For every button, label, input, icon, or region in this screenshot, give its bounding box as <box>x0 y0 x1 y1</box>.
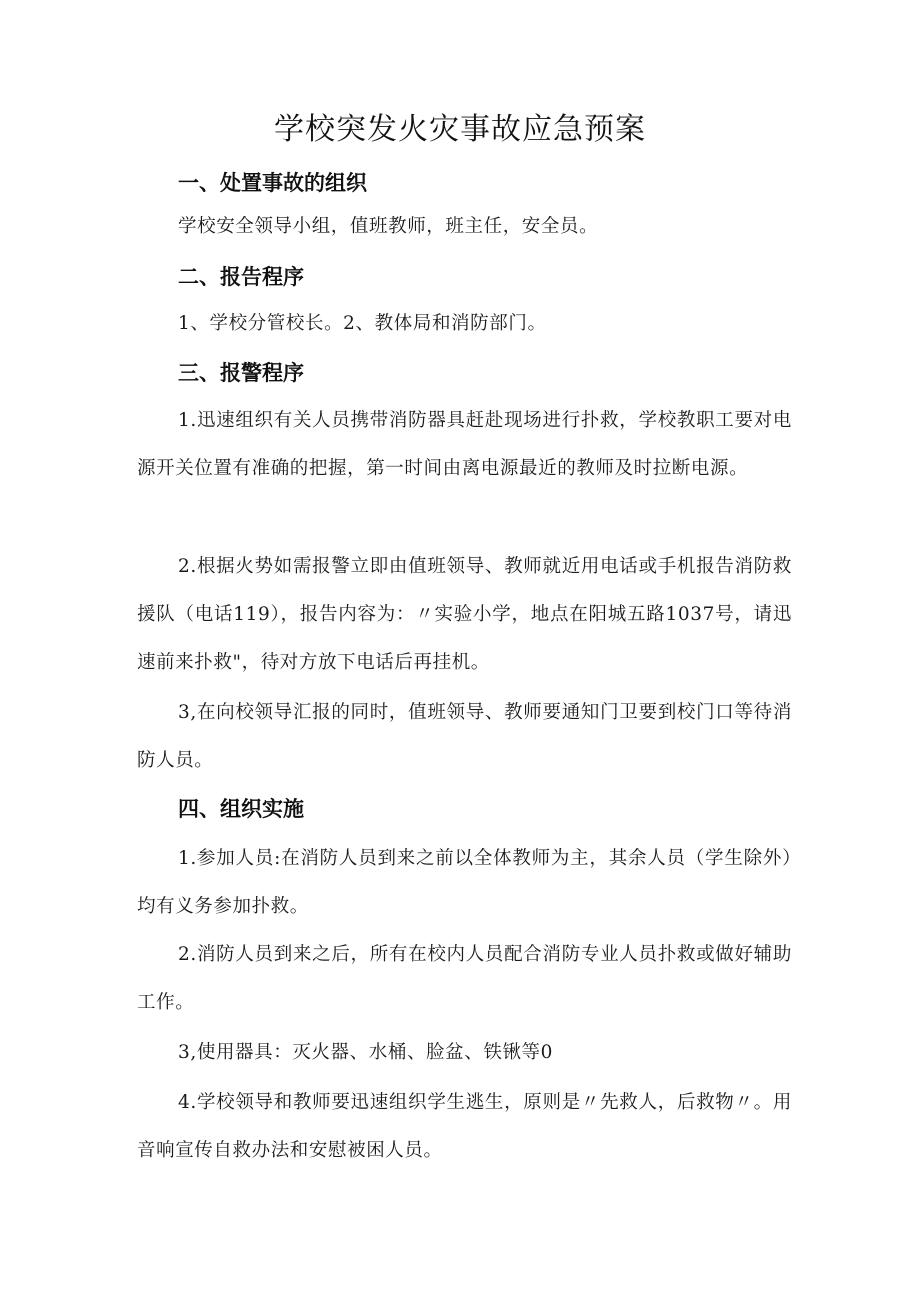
document-title: 学校突发火灾事故应急预案 <box>274 112 646 147</box>
paragraph-implementation-3: 3,使用器具：灭火器、水桶、脸盆、铁锹等0 <box>178 1042 554 1063</box>
section-heading-alarm-procedure: 三、报警程序 <box>178 361 304 385</box>
paragraph-alarm-3: 3,在向校领导汇报的同时，值班领导、教师要通知门卫要到校门口等待消防人员。 <box>137 702 792 771</box>
section-heading-implementation: 四、组织实施 <box>178 797 304 821</box>
paragraph-implementation-2: 2.消防人员到来之后，所有在校内人员配合消防专业人员扑救或做好辅助工作。 <box>137 944 792 1013</box>
paragraph-report-procedure: 1、学校分管校长。2、教体局和消防部门。 <box>178 313 547 334</box>
paragraph-organization: 学校安全领导小组，值班教师，班主任，安全员。 <box>178 216 599 237</box>
paragraph-implementation-1: 1.参加人员:在消防人员到来之前以全体教师为主，其余人员（学生除外）均有义务参加扑救。 <box>137 848 792 917</box>
paragraph-implementation-4: 4.学校领导和教师要迅速组织学生逃生，原则是〃先救人，后救物〃。用音响宣传自救办法和安慰被困人员。 <box>137 1092 792 1161</box>
section-heading-organization: 一、处置事故的组织 <box>178 171 367 195</box>
paragraph-alarm-2: 2.根据火势如需报警立即由值班领导、教师就近用电话或手机报告消防救援队（电话119），报告内容为：〃实验小学，地点在阳城五路1037号，请迅速前来扑救"，待对方放下电话后再挂机。 <box>137 556 792 673</box>
section-heading-report-procedure: 二、报告程序 <box>178 265 304 289</box>
paragraph-alarm-1: 1.迅速组织有关人员携带消防器具赶赴现场进行扑救，学校教职工要对电源开关位置有准确的把握，第一时间由离电源最近的教师及时拉断电源。 <box>137 410 792 479</box>
